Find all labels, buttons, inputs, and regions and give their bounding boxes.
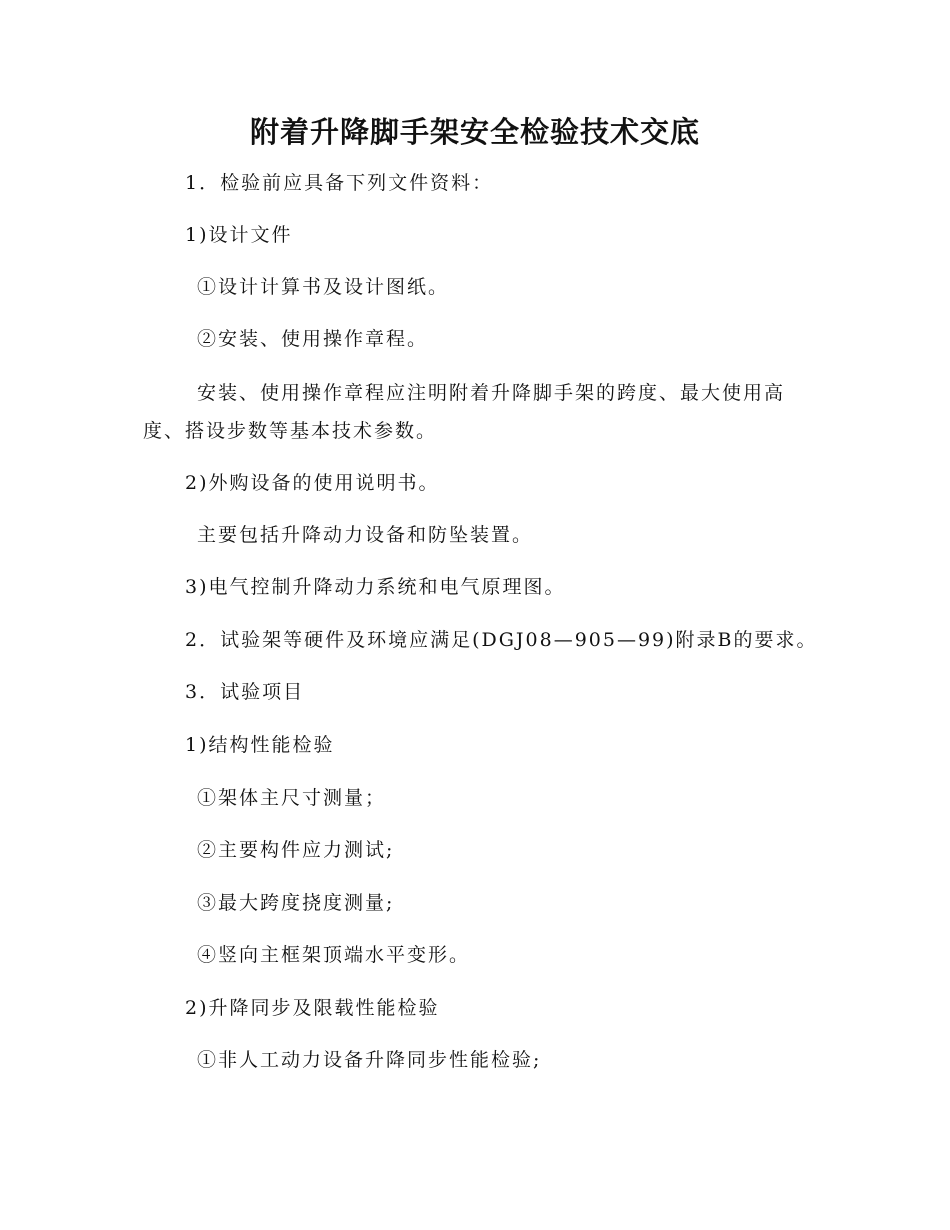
subsection-heading: 1)设计文件: [185, 224, 293, 246]
section-heading-1: 1．检验前应具备下列文件资料：: [185, 172, 494, 194]
list-item: ②安装、使用操作章程。: [197, 328, 429, 350]
subsection-heading: 3)电气控制升降动力系统和电气原理图。: [185, 576, 566, 598]
paragraph-line: 度、搭设步数等基本技术参数。: [143, 420, 438, 442]
paragraph-line: 安装、使用操作章程应注明附着升降脚手架的跨度、最大使用高: [197, 382, 786, 404]
list-item: ①非人工动力设备升降同步性能检验;: [197, 1049, 542, 1071]
document-title: 附着升降脚手架安全检验技术交底: [249, 115, 700, 149]
subsection-heading: 2)外购设备的使用说明书。: [185, 472, 440, 494]
list-item: ③最大跨度挠度测量;: [197, 892, 395, 914]
subsection-heading: 2)升降同步及限载性能检验: [185, 997, 440, 1019]
list-item: ①架体主尺寸测量；: [197, 787, 387, 809]
subsection-heading: 1)结构性能检验: [185, 734, 335, 756]
list-item: ④竖向主框架顶端水平变形。: [197, 944, 471, 966]
list-item: ①设计计算书及设计图纸。: [197, 276, 450, 298]
paragraph-line: 主要包括升降动力设备和防坠装置。: [197, 524, 534, 546]
list-item: ②主要构件应力测试;: [197, 839, 395, 861]
section-heading-3: 3．试验项目: [185, 681, 305, 703]
section-heading-2: 2．试验架等硬件及环境应满足(DGJ08—905—99)附录B的要求。: [185, 629, 818, 651]
